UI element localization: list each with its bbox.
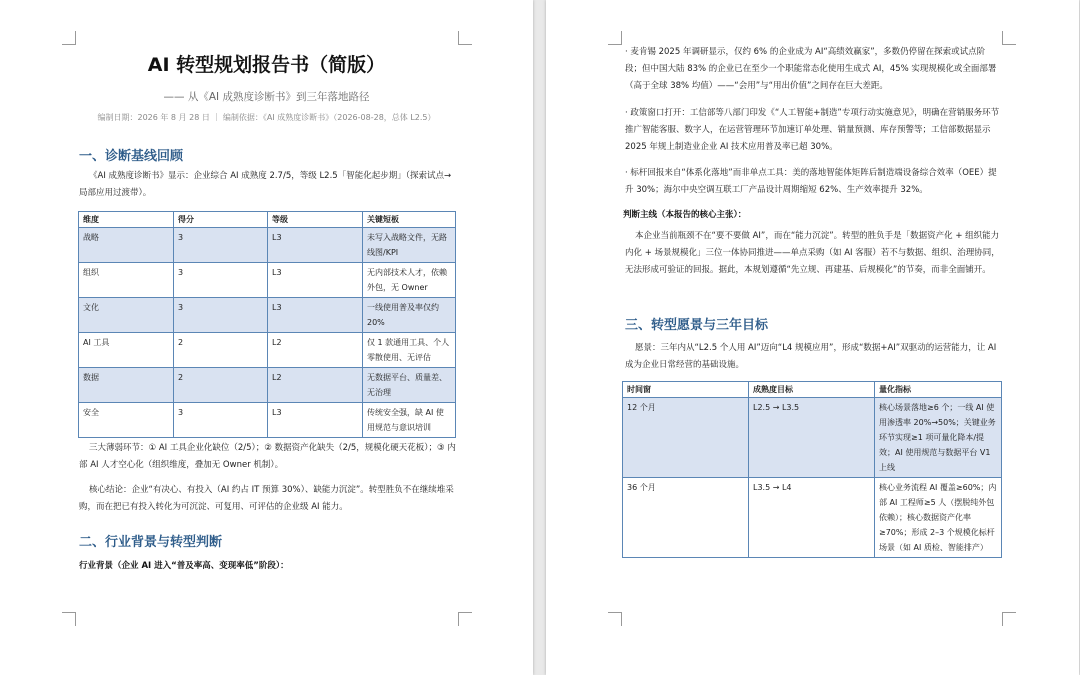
judgement-label[interactable]: 判断主线（本报告的核心主张）： — [623, 210, 747, 220]
table-cell[interactable]: 一线使用普及率仅约 20% — [363, 298, 456, 333]
table-cell[interactable]: 3 — [174, 298, 268, 333]
margin-mark — [1002, 31, 1016, 45]
table-row — [79, 298, 456, 333]
table-row — [623, 478, 1002, 558]
table-row — [79, 403, 456, 438]
table-cell[interactable]: 安全 — [79, 403, 174, 438]
table-header-cell: 时间窗 — [623, 382, 749, 398]
table-cell[interactable]: L3 — [268, 228, 363, 263]
targets-table[interactable] — [622, 381, 1002, 558]
margin-mark — [608, 612, 622, 626]
document-subtitle[interactable]: —— 从《AI 成熟度诊断书》到三年落地路径 — [163, 91, 370, 103]
table-header-cell: 维度 — [79, 212, 174, 228]
table-header-cell: 得分 — [174, 212, 268, 228]
table-cell[interactable]: 2 — [174, 333, 268, 368]
table-cell[interactable]: 2 — [174, 368, 268, 403]
table-cell[interactable]: L3 — [268, 403, 363, 438]
industry-bullet[interactable]: · 政策窗口打开：工信部等八部门印发《“人工智能+制造”专项行动实施意见》，明确在营销服务环节推广智能客服、数字人，在运营管理环节加速订单处理、销量预测、库存预警等；工信部数据显示 2025 年规上制造业企业 AI 技术应用普及率已超 30%。 — [625, 108, 1000, 152]
table-cell[interactable]: 传统安全强，缺 AI 使用规范与意识培训 — [363, 403, 456, 438]
industry-background-label[interactable]: 行业背景（企业 AI 进入“普及率高、变现率低”阶段）： — [79, 561, 289, 571]
table-header-cell: 等级 — [268, 212, 363, 228]
table-cell[interactable]: 数据 — [79, 368, 174, 403]
table-cell[interactable]: 文化 — [79, 298, 174, 333]
margin-mark — [458, 31, 472, 45]
table-cell[interactable]: 核心业务流程 AI 覆盖≥60%；内部 AI 工程师≥5 人（摆脱纯外包依赖）；核心数据资产化率≥70%；形成 2–3 个规模化标杆场景（如 AI 质检、智能排产） — [875, 478, 1002, 558]
table-cell[interactable]: 3 — [174, 403, 268, 438]
table-row — [623, 398, 1002, 478]
table-cell[interactable]: 核心场景落地≥6 个；一线 AI 使用渗透率 20%→50%；关键业务环节实现≥1 项可量化降本/提效；AI 使用规范与数据平台 V1 上线 — [875, 398, 1002, 478]
table-cell[interactable]: AI 工具 — [79, 333, 174, 368]
section-heading-2[interactable]: 二、行业背景与转型判断 — [79, 535, 223, 550]
table-header-row — [623, 382, 1002, 398]
table-cell[interactable]: 战略 — [79, 228, 174, 263]
table-cell[interactable]: 无数据平台、质量差、无治理 — [363, 368, 456, 403]
table-row — [79, 368, 456, 403]
document-meta[interactable]: 编制日期：2026 年 8 月 28 日 ｜ 编制依据：《AI 成熟度诊断书》（2026-08-28，总体 L2.5） — [97, 113, 436, 122]
vision-paragraph[interactable]: 愿景：三年内从“L2.5 个人用 AI”迈向“L4 规模应用”，形成“数据+AI”双驱动的运营能力，让 AI 成为企业日常经营的基础设施。 — [625, 343, 997, 370]
table-cell[interactable]: 仅 1 款通用工具、个人零散使用、无评估 — [363, 333, 456, 368]
table-header-row — [79, 212, 456, 228]
section-heading-1[interactable]: 一、诊断基线回顾 — [79, 149, 184, 164]
weakness-paragraph[interactable]: 三大薄弱环节：① AI 工具企业化缺位（2/5）；② 数据资产化缺失（2/5，规模化硬天花板）；③ 内部 AI 人才空心化（组织维度，叠加无 Owner 机制）。 — [79, 443, 456, 470]
industry-bullet[interactable]: · 麦肯锡 2025 年调研显示，仅约 6% 的企业成为 AI“高绩效赢家”，多数仍停留在探索或试点阶段；但中国大陆 83% 的企业已在至少一个职能常态化使用生成式 AI，45% 实现规模化或全面部署（高于全球 38% 均值）——“会用”与“用出价值”之间存在巨大差距。 — [625, 47, 997, 91]
table-cell[interactable]: L2.5 → L3.5 — [749, 398, 875, 478]
table-cell[interactable]: L2 — [268, 368, 363, 403]
table-row — [79, 228, 456, 263]
table-cell[interactable]: 未写入战略文件，无路线图/KPI — [363, 228, 456, 263]
margin-mark — [62, 612, 76, 626]
document-page-right — [546, 0, 1079, 675]
table-cell[interactable]: 3 — [174, 228, 268, 263]
table-cell[interactable]: L3.5 → L4 — [749, 478, 875, 558]
baseline-table[interactable] — [78, 211, 456, 438]
section-heading-3[interactable]: 三、转型愿景与三年目标 — [625, 318, 769, 333]
table-cell[interactable]: 3 — [174, 263, 268, 298]
document-page-left — [0, 0, 533, 675]
margin-mark — [62, 31, 76, 45]
table-cell[interactable]: L3 — [268, 298, 363, 333]
table-row — [79, 333, 456, 368]
margin-mark — [458, 612, 472, 626]
table-header-cell: 量化指标 — [875, 382, 1002, 398]
table-header-cell: 成熟度目标 — [749, 382, 875, 398]
table-row — [79, 263, 456, 298]
table-cell[interactable]: 组织 — [79, 263, 174, 298]
table-cell[interactable]: L3 — [268, 263, 363, 298]
table-header-cell: 关键短板 — [363, 212, 456, 228]
table-cell[interactable]: 无内部技术人才，依赖外包，无 Owner — [363, 263, 456, 298]
judgement-paragraph[interactable]: 本企业当前瓶颈不在“要不要做 AI”，而在“能力沉淀”。转型的胜负手是「数据资产化 + 组织能力内化 + 场景规模化」三位一体协同推进——单点采购（如 AI 客服）若不与数据、组织、治理协同，无法形成可验证的回报。据此，本规划遵循“先立规、再建基、后规模化”的节奏，而非全面铺开。 — [625, 231, 1000, 275]
document-title[interactable]: AI 转型规划报告书（简版） — [147, 54, 386, 76]
section-1-intro[interactable]: 《AI 成熟度诊断书》显示：企业综合 AI 成熟度 2.7/5，等级 L2.5「智能化起步期」（探索试点→局部应用过渡带）。 — [79, 171, 452, 198]
margin-mark — [608, 31, 622, 45]
table-cell[interactable]: L2 — [268, 333, 363, 368]
table-cell[interactable]: 12 个月 — [623, 398, 749, 478]
conclusion-paragraph[interactable]: 核心结论：企业“有决心、有投入（AI 约占 IT 预算 30%）、缺能力沉淀”。转型胜负不在继续堆采购，而在把已有投入转化为可沉淀、可复用、可评估的企业级 AI 能力。 — [79, 485, 454, 512]
industry-bullet[interactable]: · 标杆回报来自“体系化落地”而非单点工具：美的落地智能体矩阵后制造端设备综合效率（OEE）提升 30%；海尔中央空调互联工厂产品设计周期缩短 62%、生产效率提升 32%。 — [625, 168, 997, 195]
margin-mark — [1002, 612, 1016, 626]
table-cell[interactable]: 36 个月 — [623, 478, 749, 558]
